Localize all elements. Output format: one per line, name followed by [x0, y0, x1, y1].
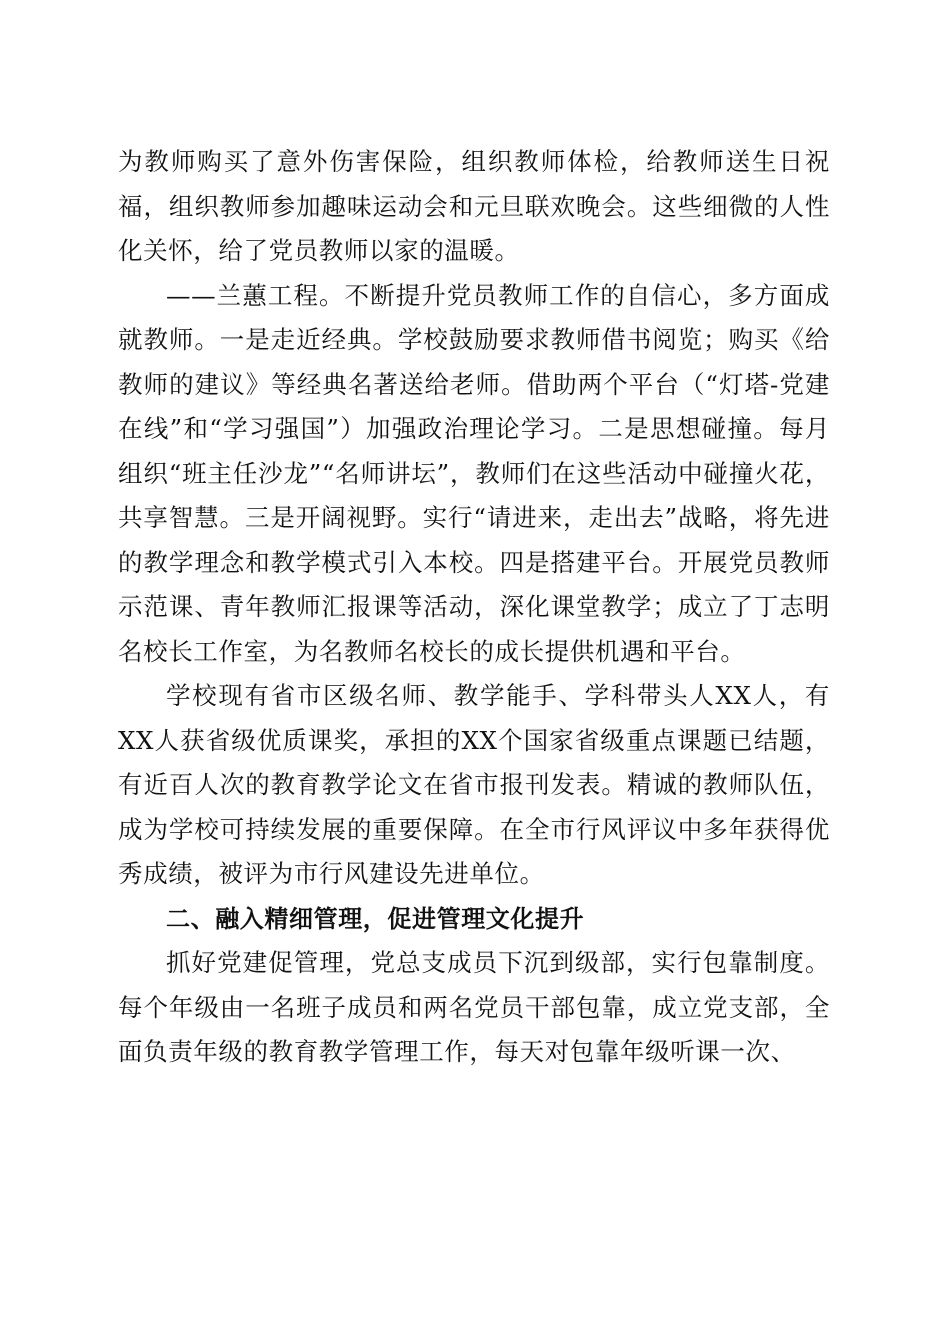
paragraph-management: 抓好党建促管理，党总支成员下沉到级部，实行包靠制度。每个年级由一名班子成员和两名党员干部包靠，成立党支部，全面负责年级的教育教学管理工作，每天对包靠年级听课一次、	[118, 948, 830, 1066]
document-body	[118, 140, 830, 1075]
section-heading: 二、融入精细管理，促进管理文化提升	[166, 904, 585, 933]
paragraph-teacher-achievements: 学校现有省市区级名师、教学能手、学科带头人XX人，有XX人获省级优质课奖，承担的XX个国家省级重点课题已结题，有近百人次的教育教学论文在省市报刊发表。精诚的教师队伍，成为学校可持续发展的重要保障。在全市行风评议中多年获得优秀成绩，被评为市行风建设先进单位。	[118, 681, 830, 888]
paragraph-continuation: 为教师购买了意外伤害保险，组织教师体检，给教师送生日祝福，组织教师参加趣味运动会和元旦联欢晚会。这些细微的人性化关怀，给了党员教师以家的温暖。	[118, 147, 830, 265]
paragraph-lanhui-project: ——兰蕙工程。不断提升党员教师工作的自信心，多方面成就教师。一是走近经典。学校鼓励要求教师借书阅览；购买《给教师的建议》等经典名著送给老师。借助两个平台（“灯塔-党建在线”和“学习强国”）加强政治理论学习。二是思想碰撞。每月组织“班主任沙龙”“名师讲坛”，教师们在这些活动中碰撞火花，共享智慧。三是开阔视野。实行“请进来，走出去”战略，将先进的教学理念和教学模式引入本校。四是搭建平台。开展党员教师示范课、青年教师汇报课等活动，深化课堂教学；成立了丁志明名校长工作室，为名教师名校长的成长提供机遇和平台。	[118, 280, 830, 666]
